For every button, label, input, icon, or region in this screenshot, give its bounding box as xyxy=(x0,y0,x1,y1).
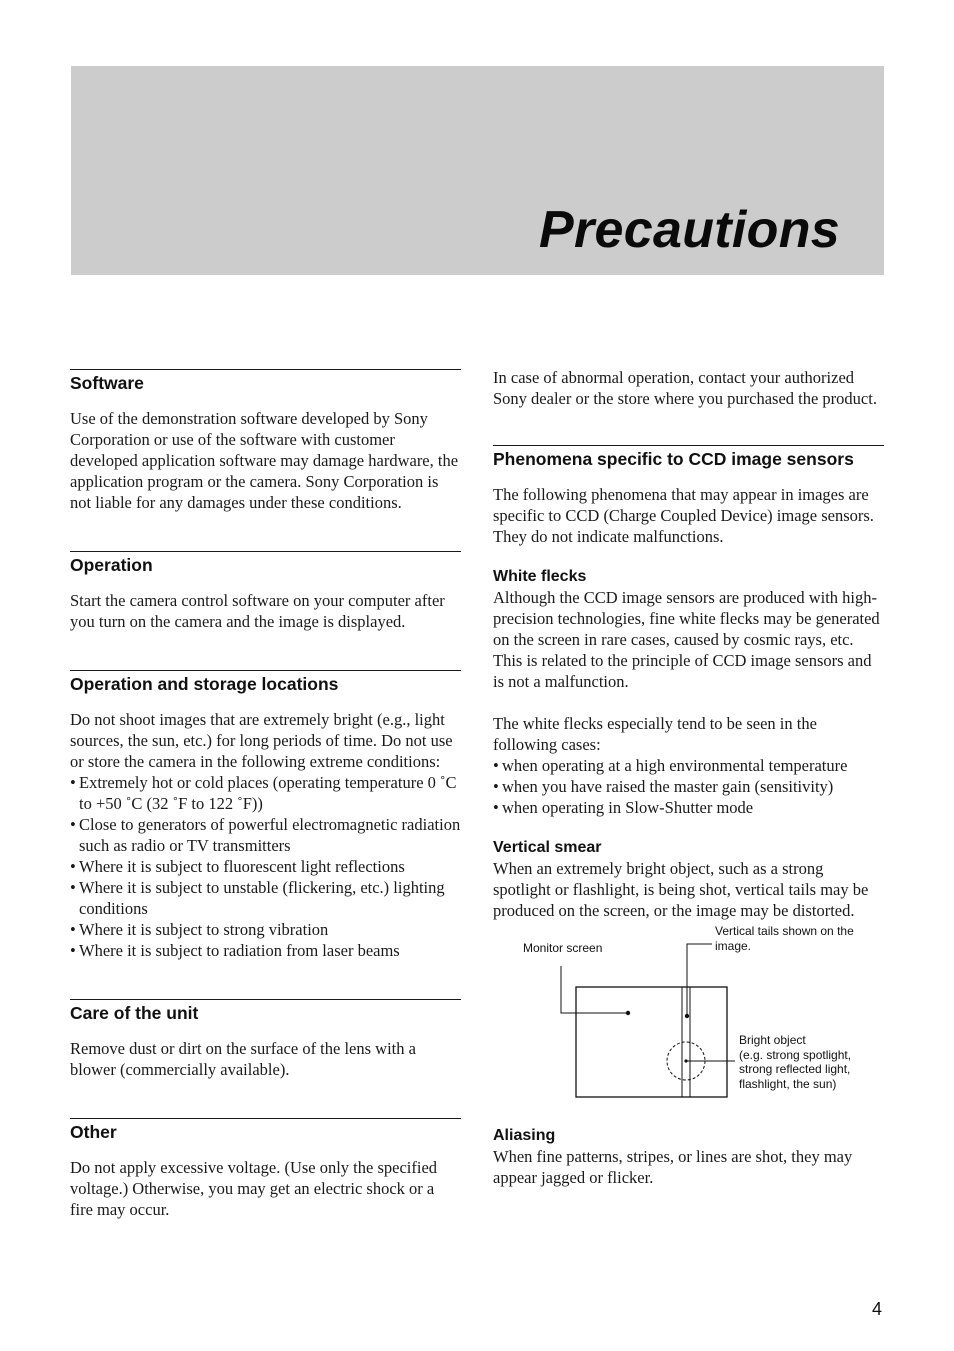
section-ccd-phenomena xyxy=(493,445,884,1188)
section-heading: Care of the unit xyxy=(70,1003,199,1023)
list-item: • Where it is subject to radiation from laser beams xyxy=(70,940,461,961)
intro-paragraph: In case of abnormal operation, contact your authorized Sony dealer or the store where you purchased the product. xyxy=(493,368,877,408)
section-care xyxy=(70,999,461,1080)
vertical-smear-body: When an extremely bright object, such as a strong spotlight or flashlight, is being shot, vertical tails may be produced on the screen, or the image may be distorted. xyxy=(493,859,869,920)
section-heading: Software xyxy=(70,373,144,393)
section-body: Remove dust or dirt on the surface of the lens with a blower (commercially available). xyxy=(70,1039,416,1079)
section-heading: Operation xyxy=(70,555,153,575)
page-number: 4 xyxy=(871,1299,882,1319)
label-vertical-tails: Vertical tails shown on the image. xyxy=(715,924,854,953)
section-body: The following phenomena that may appear in images are specific to CCD (Charge Coupled Device) image sensors. They do not indicate malfunctions. xyxy=(493,485,874,546)
section-other xyxy=(70,1118,461,1220)
white-flecks-list xyxy=(493,755,884,818)
section-body: Start the camera control software on your computer after you turn on the camera and the image is displayed. xyxy=(70,591,445,631)
monitor-leader-dot xyxy=(626,1011,630,1015)
label-monitor-screen: Monitor screen xyxy=(523,941,603,955)
section-heading: Other xyxy=(70,1122,117,1142)
list-item: • Where it is subject to unstable (flickering, etc.) lighting conditions xyxy=(70,877,461,919)
list-item: • when you have raised the master gain (sensitivity) xyxy=(493,776,884,797)
white-flecks-p2: This is related to the principle of CCD image sensors and is not a malfunction. xyxy=(493,651,872,691)
section-operation-storage xyxy=(70,670,461,961)
list-item: • Where it is subject to strong vibration xyxy=(70,919,461,940)
section-software xyxy=(70,369,461,513)
subheading-aliasing: Aliasing xyxy=(493,1127,556,1144)
section-body: Do not shoot images that are extremely bright (e.g., light sources, the sun, etc.) for long periods of time. Do not use or store the camera in the following extreme conditions: xyxy=(70,710,453,771)
list-item: • Close to generators of powerful electromagnetic radiation such as radio or TV transmitters xyxy=(70,814,461,856)
monitor-screen-rect xyxy=(576,987,727,1097)
white-flecks-p3: The white flecks especially tend to be seen in the following cases: xyxy=(493,714,817,754)
list-item: • when operating in Slow-Shutter mode xyxy=(493,797,884,818)
section-body: Use of the demonstration software developed by Sony Corporation or use of the software with customer developed application software may damage hardware, the application program or the camera. Sony Corporation is not liable for any damages under these conditions. xyxy=(70,409,459,512)
section-body: Do not apply excessive voltage. (Use only the specified voltage.) Otherwise, you may get an electric shock or a fire may occur. xyxy=(70,1158,438,1219)
list-item: • Extremely hot or cold places (operating temperature 0 ˚C to +50 ˚C (32 ˚F to 122 ˚F)) xyxy=(70,772,461,814)
vertical-smear-diagram xyxy=(493,924,884,1119)
tails-leader-dot xyxy=(685,1014,689,1018)
list-item: • Where it is subject to fluorescent light reflections xyxy=(70,856,461,877)
section-heading: Phenomena specific to CCD image sensors xyxy=(493,449,854,469)
list-item: • when operating at a high environmental temperature xyxy=(493,755,884,776)
section-heading: Operation and storage locations xyxy=(70,674,339,694)
title-banner xyxy=(71,66,884,275)
right-column xyxy=(493,367,884,1188)
subheading-vertical-smear: Vertical smear xyxy=(493,839,602,856)
white-flecks-p1: Although the CCD image sensors are produced with high-precision technologies, fine white flecks may be generated on the screen in rare cases, caused by cosmic rays, etc. xyxy=(493,588,880,649)
label-bright-object: Bright object (e.g. strong spotlight, strong reflected light, flashlight, the sun) xyxy=(739,1033,852,1091)
conditions-list xyxy=(70,772,461,961)
aliasing-body: When fine patterns, stripes, or lines are shot, they may appear jagged or flicker. xyxy=(493,1147,853,1187)
subheading-white-flecks: White flecks xyxy=(493,568,587,585)
left-column xyxy=(70,369,461,1220)
page-title: Precautions xyxy=(539,201,840,259)
section-operation xyxy=(70,551,461,632)
